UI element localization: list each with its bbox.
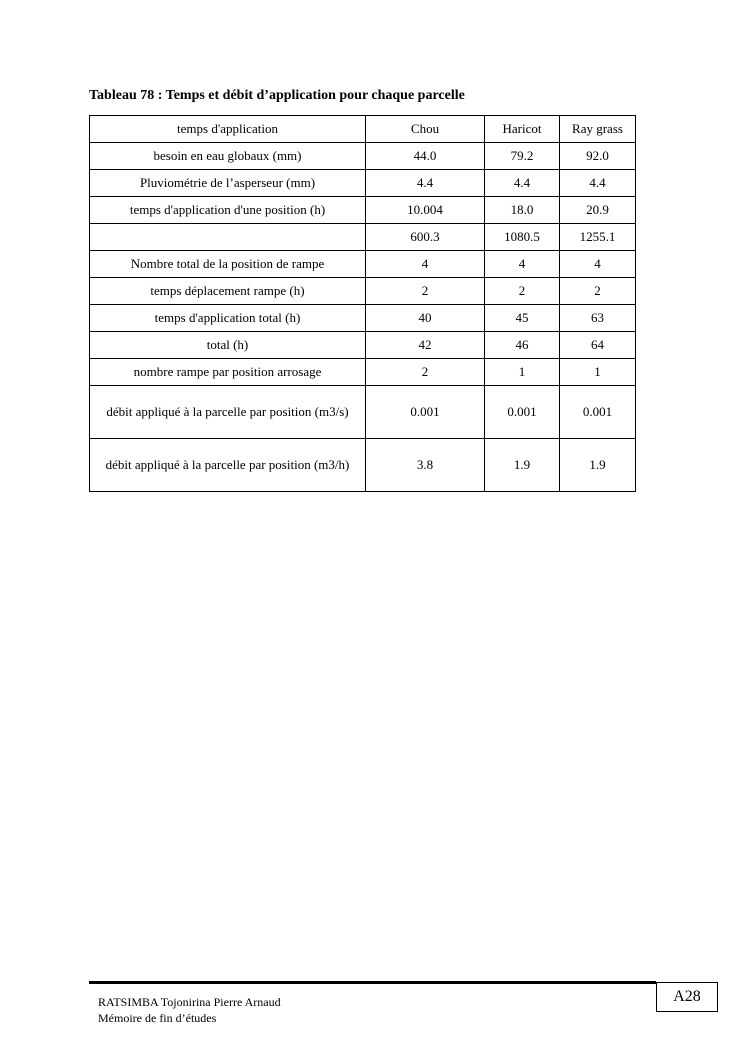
footer-author: RATSIMBA Tojonirina Pierre Arnaud [98,995,281,1009]
cell-ray-grass: 4 [560,251,636,278]
cell-chou: 4.4 [366,170,485,197]
header-cell-label: temps d'application [90,116,366,143]
cell-haricot: 4.4 [485,170,560,197]
cell-chou: 44.0 [366,143,485,170]
cell-ray-grass: 63 [560,305,636,332]
cell-ray-grass: 92.0 [560,143,636,170]
cell-ray-grass: 64 [560,332,636,359]
table-row [90,251,636,278]
cell-chou: 3.8 [366,439,485,492]
table-row [90,305,636,332]
cell-haricot: 1.9 [485,439,560,492]
cell-haricot: 4 [485,251,560,278]
row-label: nombre rampe par position arrosage [90,359,366,386]
cell-haricot: 79.2 [485,143,560,170]
cell-haricot: 1 [485,359,560,386]
footer-text [98,994,281,1026]
table-row [90,278,636,305]
cell-chou: 2 [366,359,485,386]
table-row [90,386,636,439]
cell-ray-grass: 20.9 [560,197,636,224]
page-number: A28 [656,982,718,1012]
cell-ray-grass: 1.9 [560,439,636,492]
header-cell-chou: Chou [366,116,485,143]
cell-chou: 42 [366,332,485,359]
row-label: débit appliqué à la parcelle par position (m3/h) [90,439,366,492]
cell-chou: 10.004 [366,197,485,224]
cell-ray-grass: 1 [560,359,636,386]
cell-ray-grass: 2 [560,278,636,305]
row-label: temps d'application d'une position (h) [90,197,366,224]
cell-chou: 4 [366,251,485,278]
cell-chou: 40 [366,305,485,332]
cell-ray-grass: 1255.1 [560,224,636,251]
row-label: Pluviométrie de l’asperseur (mm) [90,170,366,197]
row-label: temps déplacement rampe (h) [90,278,366,305]
cell-haricot: 46 [485,332,560,359]
cell-haricot: 0.001 [485,386,560,439]
table-header-row [90,116,636,143]
cell-chou: 2 [366,278,485,305]
table-row [90,332,636,359]
row-label: débit appliqué à la parcelle par position (m3/s) [90,386,366,439]
footer-divider [89,981,656,984]
data-table [89,115,636,492]
table-row [90,359,636,386]
row-label: temps d'application total (h) [90,305,366,332]
footer-subtitle: Mémoire de fin d’études [98,1011,217,1025]
cell-ray-grass: 0.001 [560,386,636,439]
cell-haricot: 18.0 [485,197,560,224]
row-label [90,224,366,251]
cell-haricot: 1080.5 [485,224,560,251]
row-label: besoin en eau globaux (mm) [90,143,366,170]
table-caption: Tableau 78 : Temps et débit d’application pour chaque parcelle [89,88,465,103]
cell-ray-grass: 4.4 [560,170,636,197]
header-cell-haricot: Haricot [485,116,560,143]
header-cell-ray-grass: Ray grass [560,116,636,143]
table-row [90,143,636,170]
cell-haricot: 2 [485,278,560,305]
table-row [90,170,636,197]
row-label: total (h) [90,332,366,359]
cell-chou: 600.3 [366,224,485,251]
table-row [90,197,636,224]
row-label: Nombre total de la position de rampe [90,251,366,278]
table-row [90,224,636,251]
table-row [90,439,636,492]
cell-haricot: 45 [485,305,560,332]
cell-chou: 0.001 [366,386,485,439]
